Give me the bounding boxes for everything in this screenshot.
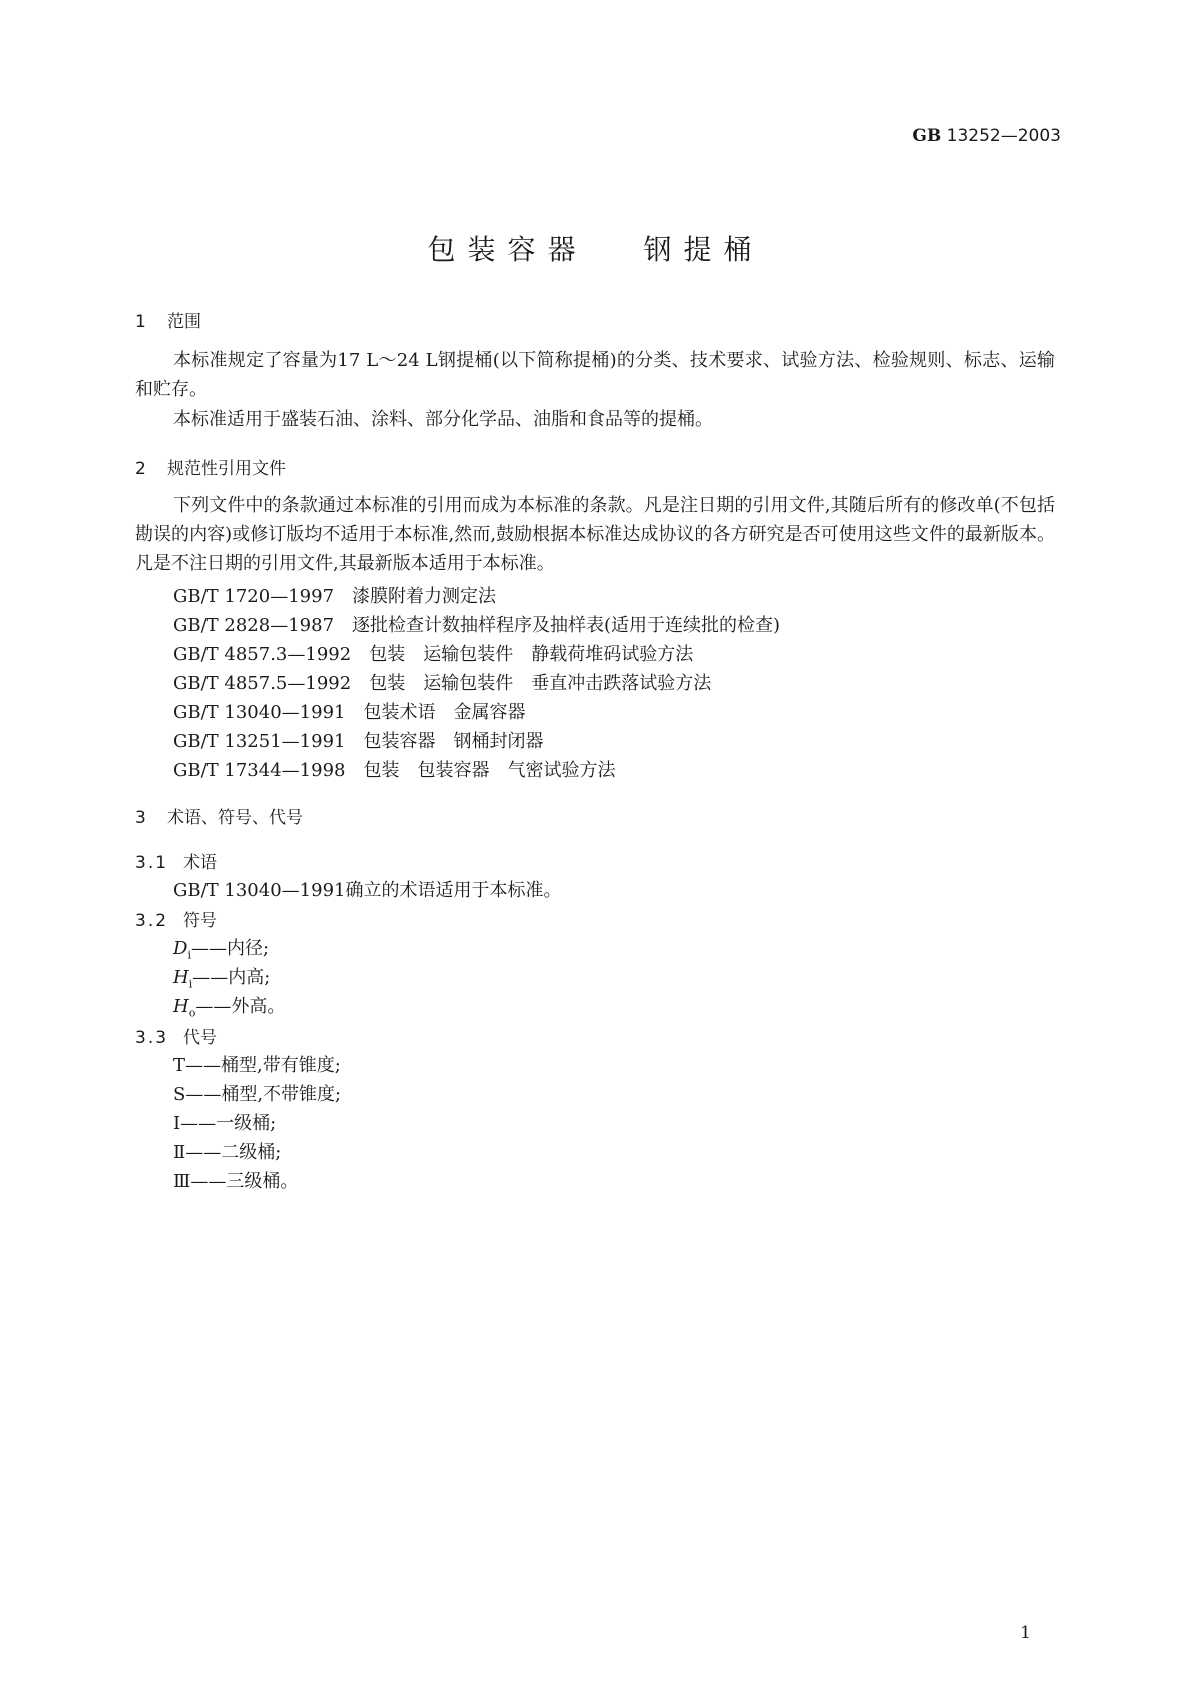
reference-code: GB/T 2828—1987 [173, 615, 335, 636]
section-number: 2 [135, 459, 146, 479]
subsection-3-1-heading [135, 848, 217, 873]
reference-title-part: 包装 [369, 673, 406, 694]
reference-title-part: 包装术语 [363, 702, 436, 723]
reference-title: 逐批检查计数抽样程序及抽样表(适用于连续批的检查) [352, 615, 781, 636]
reference-code: GB/T 13251—1991 [173, 731, 346, 752]
reference-title-part: 气密试验方法 [507, 760, 616, 781]
standard-prefix: GB [912, 126, 942, 146]
title-part-2: 钢提桶 [643, 233, 764, 266]
section-title: 范围 [167, 312, 201, 332]
symbol-definition: ——内径; [190, 938, 270, 959]
symbol-definition: ——内高; [192, 967, 271, 988]
symbol-letter: D [173, 938, 188, 959]
symbol-letter: H [173, 996, 189, 1017]
reference-title-part: 钢桶封闭器 [453, 731, 544, 752]
reference-title-part: 包装容器 [417, 760, 490, 781]
section-1-paragraph-2: 本标准适用于盛装石油、涂料、部分化学品、油脂和食品等的提桶。 [173, 409, 713, 430]
reference-code: GB/T 1720—1997 [173, 586, 335, 607]
reference-item [173, 698, 525, 724]
standard-code [912, 126, 1061, 146]
symbol-item [173, 992, 285, 1020]
reference-title-part: 垂直冲击跌落试验方法 [531, 673, 712, 694]
document-title [0, 228, 1191, 268]
reference-title-part: 包装 [369, 644, 406, 665]
reference-title-part: 运输包装件 [423, 673, 514, 694]
section-2-paragraph: 下列文件中的条款通过本标准的引用而成为本标准的条款。凡是注日期的引用文件,其随后所有的修改单(不包括勘误的内容)或修订版均不适用于本标准,然而,鼓励根据本标准达成协议的各方研究是否可使用这些文件的最新版本。凡是不注日期的引用文件,其最新版本适用于本标准。 [135, 495, 1055, 574]
section-3-heading [135, 803, 303, 828]
subsection-number: 3.1 [135, 853, 169, 873]
subsection-number: 3.3 [135, 1028, 169, 1048]
section-2-heading [135, 454, 286, 479]
standard-number: 13252—2003 [946, 126, 1061, 146]
code-item: S——桶型,不带锥度; [173, 1084, 342, 1105]
section-1-heading [135, 307, 201, 332]
subsection-number: 3.2 [135, 911, 169, 931]
reference-item [173, 727, 543, 753]
symbol-subscript: i [187, 948, 191, 962]
subsection-title: 符号 [183, 911, 217, 931]
reference-title-part: 包装容器 [363, 731, 436, 752]
subsection-3-2-heading [135, 906, 217, 931]
subsection-title: 术语 [183, 853, 217, 873]
reference-code: GB/T 4857.5—1992 [173, 673, 352, 694]
section-title: 术语、符号、代号 [167, 808, 303, 828]
section-number: 3 [135, 808, 146, 828]
section-number: 1 [135, 312, 146, 332]
symbol-item [173, 963, 270, 991]
code-item: Ⅱ——二级桶; [173, 1142, 282, 1163]
symbol-subscript: i [188, 977, 193, 991]
reference-item [173, 640, 693, 666]
subsection-title: 代号 [183, 1028, 217, 1048]
section-1-paragraph-1: 本标准规定了容量为17 L～24 L钢提桶(以下简称提桶)的分类、技术要求、试验方法、检验规则、标志、运输和贮存。 [135, 350, 1055, 400]
subsection-3-3-heading [135, 1023, 217, 1048]
reference-title: 漆膜附着力测定法 [352, 586, 497, 607]
section-title: 规范性引用文件 [167, 459, 286, 479]
title-part-1: 包装容器 [427, 233, 588, 266]
code-item: T——桶型,带有锥度; [173, 1055, 341, 1076]
reference-code: GB/T 4857.3—1992 [173, 644, 352, 665]
symbol-subscript: o [188, 1006, 196, 1020]
reference-code: GB/T 17344—1998 [173, 760, 346, 781]
reference-item [173, 756, 615, 782]
terms-statement: GB/T 13040—1991确立的术语适用于本标准。 [173, 880, 562, 901]
reference-item [173, 582, 496, 608]
code-item: Ⅰ——一级桶; [173, 1113, 277, 1134]
page-number: 1 [1020, 1623, 1031, 1643]
reference-title-part: 运输包装件 [423, 644, 514, 665]
reference-item [173, 669, 711, 695]
reference-item [173, 611, 780, 637]
reference-title-part: 包装 [363, 760, 400, 781]
reference-title-part: 金属容器 [453, 702, 526, 723]
symbol-letter: H [173, 967, 189, 988]
reference-title-part: 静载荷堆码试验方法 [531, 644, 694, 665]
symbol-item [173, 934, 269, 962]
code-item: Ⅲ——三级桶。 [173, 1171, 299, 1192]
symbol-definition: ——外高。 [195, 996, 286, 1017]
reference-code: GB/T 13040—1991 [173, 702, 346, 723]
